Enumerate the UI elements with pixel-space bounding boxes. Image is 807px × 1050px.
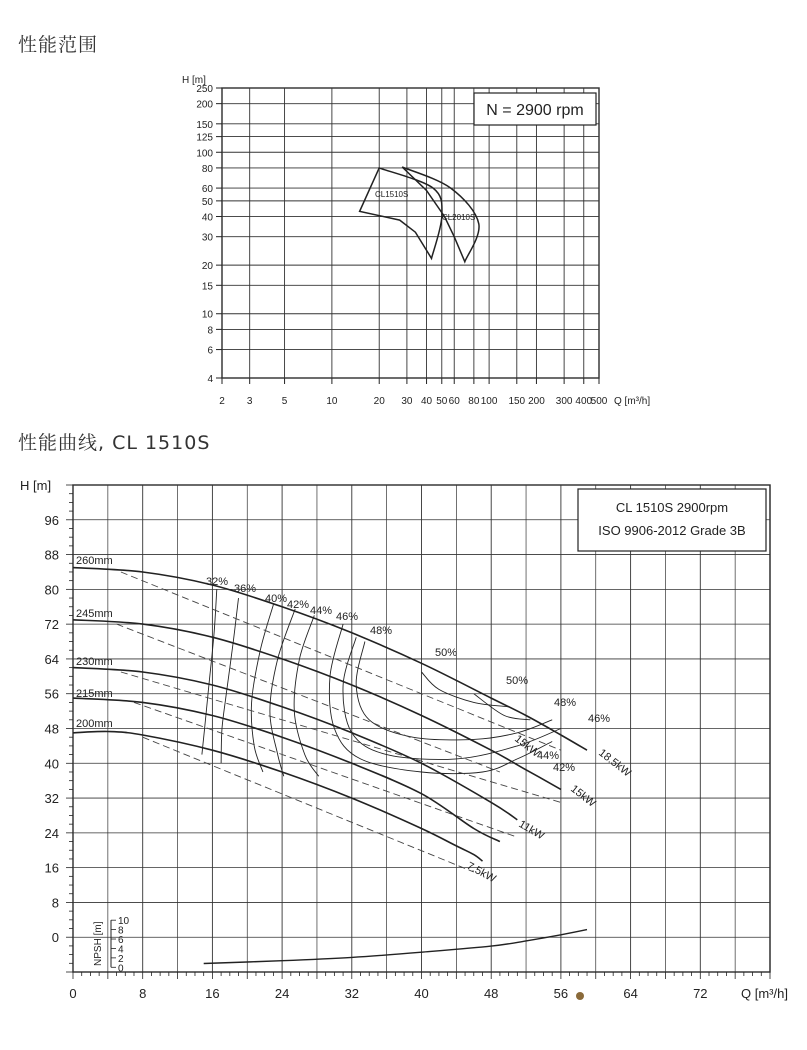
x-tick-label: 30 [401,396,413,407]
efficiency-label: 50% [506,675,529,687]
efficiency-label: 42% [287,599,310,611]
efficiency-label: 32% [206,576,229,588]
x-tick-label: 300 [555,396,573,407]
chart-title: CL 1510S 2900rpm [615,500,729,515]
x-tick-label: 100 [480,396,498,407]
y-tick-label: 10 [201,309,213,321]
y-tick-label: 80 [44,582,59,598]
chart-subtitle: ISO 9906-2012 Grade 3B [598,523,746,538]
npsh-tick-label: 6 [118,935,124,947]
efficiency-label: 46% [588,713,611,725]
efficiency-label: 48% [554,697,577,709]
x-tick-label: 56 [553,986,569,1001]
y-tick-label: 200 [196,99,213,111]
y-tick-label: 8 [207,325,213,337]
y-tick-label: 0 [51,930,59,946]
efficiency-label: 50% [435,647,458,659]
efficiency-label: 44% [310,605,333,617]
y-tick-label: 40 [44,756,59,772]
x-axis-label: Q [m³/h] [741,986,788,1001]
hq-curve-215mm [73,698,500,842]
efficiency-label: 42% [553,762,576,774]
power-label: 11kW [516,818,547,843]
efficiency-label: 40% [265,593,288,605]
info-box [578,489,766,551]
y-tick-label: 30 [201,232,213,244]
x-tick-label: 3 [246,396,253,407]
x-tick-label: 60 [448,396,460,407]
impeller-label-245mm: 245mm [76,608,113,620]
x-tick-label: 24 [274,986,290,1001]
power-line [143,737,474,872]
y-tick-label: 24 [44,825,59,841]
efficiency-label: 48% [370,625,393,637]
y-tick-label: 20 [201,261,213,273]
power-label: 7.5kW [464,860,498,886]
x-tick-label: 72 [693,986,708,1001]
power-label: 18.5kW [596,746,633,780]
x-tick-label: 8 [139,986,147,1001]
x-tick-label: 10 [326,396,338,407]
efficiency-loop [474,694,531,720]
npsh-curve [204,930,587,964]
x-tick-label: 32 [344,986,360,1001]
y-tick-label: 80 [201,163,213,175]
y-tick-label: 125 [196,132,213,144]
power-label: 15kW [568,782,598,810]
x-tick-label: 5 [281,396,288,407]
npsh-tick-label: 10 [118,916,130,928]
chart-title: N = 2900 rpm [486,102,584,119]
impeller-label-230mm: 230mm [76,656,113,668]
y-tick-label: 48 [44,721,59,737]
power-line [121,572,561,750]
efficiency-label: 46% [336,611,359,623]
y-tick-label: 60 [201,184,213,196]
efficiency-line [294,615,319,776]
y-tick-label: 15 [201,281,213,293]
impeller-label-215mm: 215mm [76,688,113,700]
range-label-CL1510S: CL1510S [374,189,409,199]
x-tick-label: 20 [373,396,385,407]
section-title-range: 性能范围 [18,34,99,56]
npsh-tick-label: 2 [118,953,124,965]
y-tick-label: 72 [44,617,59,633]
x-tick-label: 50 [436,396,448,407]
efficiency-line [202,589,217,754]
y-axis-label: H [m] [182,75,206,86]
efficiency-label: 36% [234,583,257,595]
y-tick-label: 150 [196,119,213,131]
x-tick-label: 2 [219,396,225,407]
y-tick-label: 96 [44,512,59,528]
x-tick-label: 40 [420,396,433,407]
y-tick-label: 250 [196,84,213,95]
efficiency-loop [422,672,509,707]
y-tick-label: 50 [201,196,213,208]
npsh-tick-label: 0 [118,963,124,975]
efficiency-label: 44% [537,750,560,762]
x-tick-label: 200 [528,396,545,407]
y-tick-label: 16 [44,860,59,876]
x-tick-label: 400 [575,396,593,407]
npsh-axis-label: NPSH [m] [93,921,104,966]
x-tick-label: 500 [590,396,608,407]
y-tick-label: 8 [51,895,59,911]
x-tick-label: 150 [508,396,526,407]
y-tick-label: 56 [44,686,59,702]
y-tick-label: 32 [44,791,59,807]
x-tick-label: 0 [69,986,77,1001]
y-tick-label: 88 [44,547,59,563]
impeller-label-200mm: 200mm [76,718,113,730]
power-label: 15kW [512,732,542,760]
impeller-label-260mm: 260mm [76,555,113,567]
y-tick-label: 40 [201,212,213,224]
y-tick-label: 64 [44,651,59,667]
x-tick-label: 40 [414,986,429,1001]
x-tick-label: 64 [623,986,638,1001]
efficiency-line [221,598,238,763]
y-tick-label: 6 [207,345,213,357]
x-tick-label: 80 [468,396,480,407]
efficiency-line [251,605,273,772]
marker-dot [576,992,584,1000]
section-title-curve: 性能曲线, CL 1510S [18,432,211,454]
npsh-tick-label: 4 [118,944,124,956]
x-axis-label: Q [m³/h] [614,396,651,407]
x-tick-label: 48 [483,986,499,1001]
y-tick-label: 100 [196,148,213,160]
y-tick-label: 4 [207,374,213,385]
y-axis-label: H [m] [20,478,52,493]
npsh-tick-label: 8 [118,925,124,937]
range-label-CL2010S: CL2010S [441,213,476,223]
x-tick-label: 16 [205,986,220,1001]
